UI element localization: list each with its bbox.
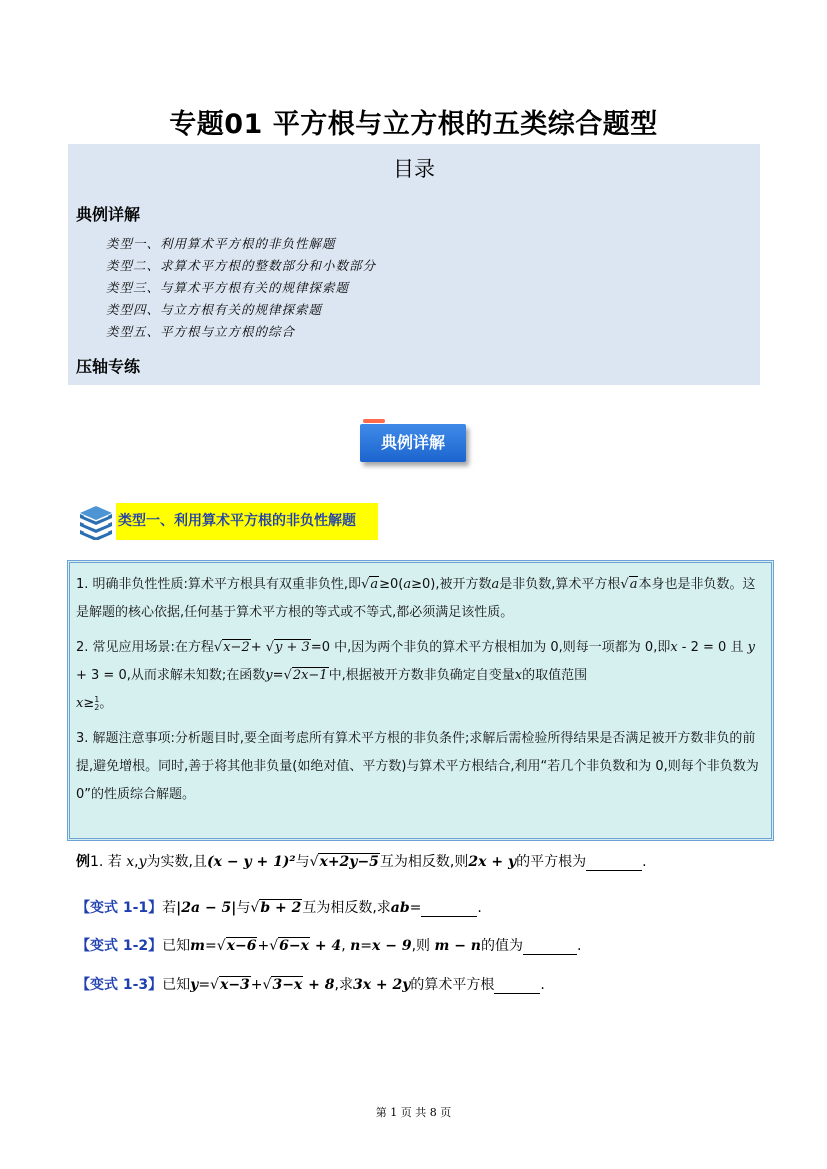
answer-blank[interactable] (523, 938, 577, 955)
tip-3: 3. 解题注意事项:分析题目时,要全面考虑所有算术平方根的非负条件;求解后需检验所得结果是否满足被开方数非负的前提,避免增根。同时,善于将其他非负量(如绝对值、平方数)与算术平方根结合,利用“若几个非负数和为 0,则每个非负数为 0”的性质综合解题。 (76, 731, 759, 802)
table-of-contents (68, 144, 760, 385)
answer-blank[interactable] (494, 977, 540, 994)
answer-blank[interactable] (421, 900, 477, 917)
badge-decoration (363, 419, 385, 423)
type1-heading: 类型一、利用算术平方根的非负性解题 (116, 503, 378, 540)
example-1: 例1. 若 x,y为实数,且(x − y + 1)²与√x+2y−5互为相反数,则2x + y的平方根为 . (76, 854, 647, 870)
toc-section-practice[interactable]: 压轴专练 (76, 357, 141, 376)
page-title: 专题01 平方根与立方根的五类综合题型 (169, 109, 658, 140)
section-badge: 典例详解 (360, 424, 466, 462)
tip-1: 1. 明确非负性性质:算术平方根具有双重非负性,即√a≥0(a≥0),被开方数a是非负数,算术平方根√a本身也是非负数。这是解题的核心依据,任何基于算术平方根的等式或不等式,都必须满足该性质。 (76, 577, 756, 620)
toc-item-type4[interactable]: 类型四、与立方根有关的规律探索题 (106, 302, 323, 317)
variant-1-1: 【变式 1-1】若|2a − 5|与√b + 2互为相反数,求ab= . (76, 900, 482, 916)
page-footer: 第 1 页 共 8 页 (375, 1106, 452, 1119)
books-stack-icon (76, 504, 116, 540)
toc-item-type3[interactable]: 类型三、与算术平方根有关的规律探索题 (106, 280, 350, 295)
toc-section-examples[interactable]: 典例详解 (76, 205, 141, 224)
tip-2: 2. 常见应用场景:在方程√x−2+ √y + 3=0 中,因为两个非负的算术平方根相加为 0,则每一项都为 0,即x - 2 = 0 且 y + 3 = 0,从而求解未知数;在函数y=√2x−1中,根据被开方数非负确定自变量x的取值范围 x≥1 2。 (76, 640, 755, 712)
answer-blank[interactable] (586, 854, 642, 871)
variant-1-3: 【变式 1-3】已知y=√x−3+√3−x + 8,求3x + 2y的算术平方根 . (76, 977, 545, 993)
variant-1-2: 【变式 1-2】已知m=√x−6+√6−x + 4, n=x − 9,则 m − n的值为 . (76, 938, 582, 954)
toc-heading: 目录 (393, 157, 435, 181)
toc-item-type1[interactable]: 类型一、利用算术平方根的非负性解题 (106, 236, 336, 251)
tips-box (67, 560, 774, 841)
toc-item-type2[interactable]: 类型二、求算术平方根的整数部分和小数部分 (106, 258, 377, 273)
toc-item-type5[interactable]: 类型五、平方根与立方根的综合 (106, 324, 296, 339)
